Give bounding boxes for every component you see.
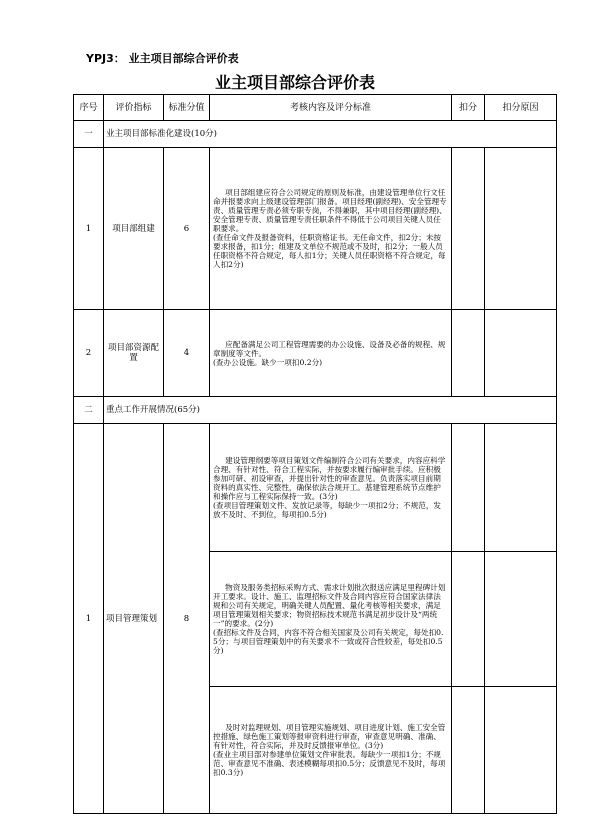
criteria-text: 及时对监理规划、项目管理实施规划、项目进度计划、施工安全管控措施、绿色施工策划等报审资料进行审查，审查意见明确、准确、有针对性，符合实际，并及时反馈报审单位。(3分) <box>213 723 446 750</box>
section-row <box>74 121 557 148</box>
row-criteria <box>210 552 452 687</box>
table-row <box>74 148 557 310</box>
evaluation-table <box>73 94 557 814</box>
page-title: 业主项目部综合评价表 <box>214 73 375 92</box>
row-criteria <box>210 424 452 552</box>
reason-cell[interactable] <box>485 424 557 552</box>
criteria-note: (查项目管理策划文件、发放记录等，每缺少一项扣2分；不规范，发放不及时、不到位，每项扣0.5分) <box>213 501 442 519</box>
deduction-cell[interactable] <box>452 424 485 552</box>
section-title: 重点工作开展情况(65分) <box>104 397 557 424</box>
row-indicator: 项目管理策划 <box>104 424 164 814</box>
deduction-cell[interactable] <box>452 552 485 687</box>
row-number: 1 <box>74 424 104 814</box>
row-number: 1 <box>74 148 104 310</box>
col-header-deduction: 扣分 <box>452 95 485 121</box>
row-score: 4 <box>164 310 210 397</box>
criteria-text: 建设管理纲要等项目策划文件编制符合公司有关要求，内容应科学合理、有针对性、符合工程实际，并按要求履行编审批手续。应积极参加可研、初设审查，并提出针对性的审查意见。负责落实项目前期资料的真实性、完整性，确保依法合规开工。基建管理系统节点维护和操作应与工程实际保持一致。(3分) <box>213 456 446 501</box>
col-header-reason: 扣分原因 <box>485 95 557 121</box>
deduction-cell[interactable] <box>452 310 485 397</box>
criteria-text: 物资及服务类招标采购方式、需求计划批次报送应满足里程碑计划开工要求。设计、施工、监理招标文件及合同内容应符合国家法律法规和公司有关规定，明确关键人员配置、量化考核等相关要求，满足项目管理策划相关要求；物资招标技术规范书满足初步设计及“两统一”的要求。(2分) <box>213 583 446 628</box>
section-number: 一 <box>74 121 104 148</box>
col-header-indicator: 评价指标 <box>104 95 164 121</box>
section-title: 业主项目部标准化建设(10分) <box>104 121 557 148</box>
row-criteria <box>210 687 452 814</box>
reason-cell[interactable] <box>485 148 557 310</box>
row-criteria <box>210 310 452 397</box>
row-indicator: 项目部资源配置 <box>104 310 164 397</box>
deduction-cell[interactable] <box>452 687 485 814</box>
section-number: 二 <box>74 397 104 424</box>
reason-cell[interactable] <box>485 687 557 814</box>
table-row <box>74 424 557 552</box>
criteria-text: 应配备满足公司工程管理需要的办公设施、设备及必备的规程、规章制度等文件。 <box>213 339 446 358</box>
criteria-note: (查任命文件及报备资料，任职资格证书。无任命文件，扣2分；未按要求报备，扣1分；组建及文单位不规范或不及时，扣2分；一般人员任职资格不符合规定，每人扣1分；关键人员任职资格不符合规定，每人扣2分) <box>213 233 446 269</box>
criteria-text: 项目部组建应符合公司规定的原则及标准，由建设管理单位行文任命并报要求向上级建设管理部门报备。项目经理(副经理)、安全管理专责、质量管理专责必须专职专岗，不得兼职，其中项目经理(副经理)、安全管理专责、质量管理专责任职条件不得低于公司项目关键人员任职要求。 <box>213 188 447 233</box>
deduction-cell[interactable] <box>452 148 485 310</box>
col-header-num: 序号 <box>74 95 104 121</box>
section-row <box>74 397 557 424</box>
criteria-note: (查招标文件及合同，内容不符合相关国家及公司有关规定，每处扣0.5分；与项目管理策划中的有关要求不一致或符合性较差，每处扣0.5分) <box>213 628 444 655</box>
criteria-note: (查办公设施。缺少一项扣0.2分) <box>213 357 323 367</box>
row-indicator: 项目部组建 <box>104 148 164 310</box>
row-score: 8 <box>164 424 210 814</box>
row-score: 6 <box>164 148 210 310</box>
col-header-score: 标准分值 <box>164 95 210 121</box>
table-header-row <box>74 95 557 121</box>
criteria-note: (查业主项目部对参建单位策划文件审批表。每缺少一项扣1分；不规范、审查意见不准确、表述模糊每项扣0.5分；反馈意见不及时，每项扣0.3分) <box>213 750 446 777</box>
col-header-criteria: 考核内容及评分标准 <box>210 95 452 121</box>
reason-cell[interactable] <box>485 552 557 687</box>
row-number: 2 <box>74 310 104 397</box>
form-code: YPJ3： 业主项目部综合评价表 <box>86 52 239 65</box>
reason-cell[interactable] <box>485 310 557 397</box>
table-row <box>74 310 557 397</box>
row-criteria <box>210 148 452 310</box>
